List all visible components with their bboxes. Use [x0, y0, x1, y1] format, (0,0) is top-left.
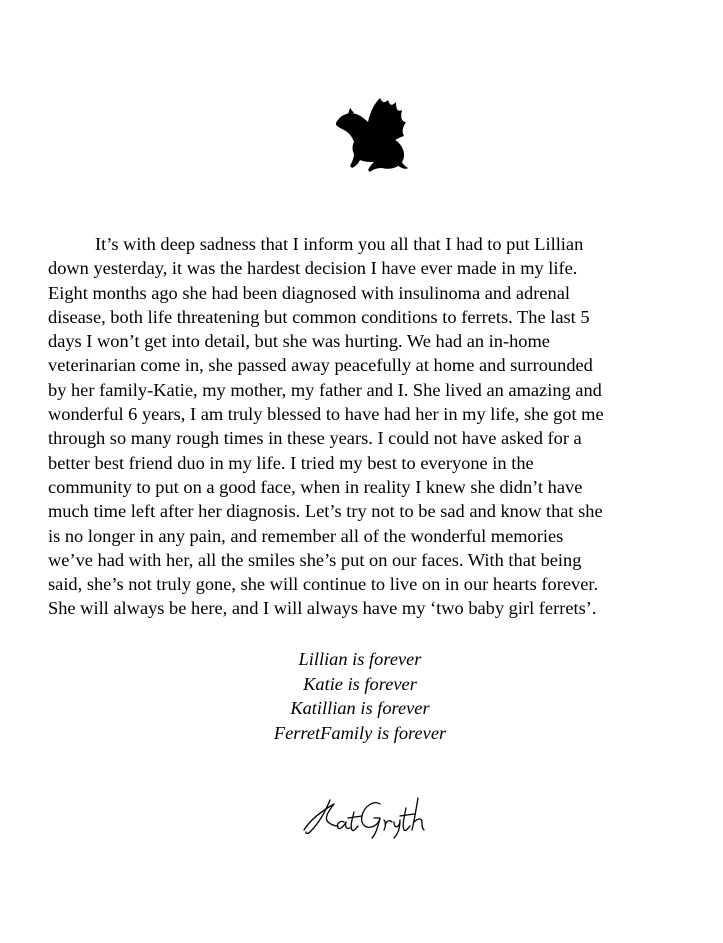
winged-ferret-icon	[334, 92, 410, 174]
verse-line: Lillian is forever	[298, 649, 422, 669]
signature-icon	[300, 790, 430, 840]
letter-line: said, she’s not truly gone, she will continue to live on in our hearts forever.	[48, 574, 599, 595]
letter-line: disease, both life threatening but common conditions to ferrets. The last 5	[48, 306, 590, 327]
verse-line: Katillian is forever	[290, 698, 430, 719]
letter-line: down yesterday, it was the hardest decision I have ever made in my life.	[48, 258, 578, 279]
verse-line: FerretFamily is forever	[273, 722, 447, 743]
letter-line: Eight months ago she had been diagnosed with insulinoma and adrenal	[48, 282, 570, 303]
letter-line: It’s with deep sadness that I inform you all that I had to put Lillian	[95, 234, 584, 254]
letter-line: veterinarian come in, she passed away peacefully at home and surrounded	[48, 355, 593, 376]
letter-line: better best friend duo in my life. I tried my best to everyone in the	[48, 452, 534, 473]
letter-body	[48, 232, 673, 621]
letter-line: is no longer in any pain, and remember all of the wonderful memories	[48, 525, 564, 546]
letter-line: wonderful 6 years, I am truly blessed to have had her in my life, she got me	[48, 404, 604, 425]
letter-line: we’ve had with her, all the smiles she’s put on our faces. With that being	[48, 549, 582, 570]
letter-line: by her family-Katie, my mother, my father and I. She lived an amazing and	[48, 379, 602, 400]
letter-line: through so many rough times in these years. I could not have asked for a	[48, 428, 582, 449]
verse-line: Katie is forever	[303, 673, 417, 694]
letter-line: days I won’t get into detail, but she was hurting. We had an in-home	[48, 331, 550, 352]
letter-line: She will always be here, and I will always have my ‘two baby girl ferrets’.	[48, 598, 597, 619]
memorial-verses	[160, 647, 560, 745]
letter-line: much time left after her diagnosis. Let’s try not to be sad and know that she	[48, 501, 603, 522]
letter-line: community to put on a good face, when in reality I knew she didn’t have	[48, 476, 583, 497]
